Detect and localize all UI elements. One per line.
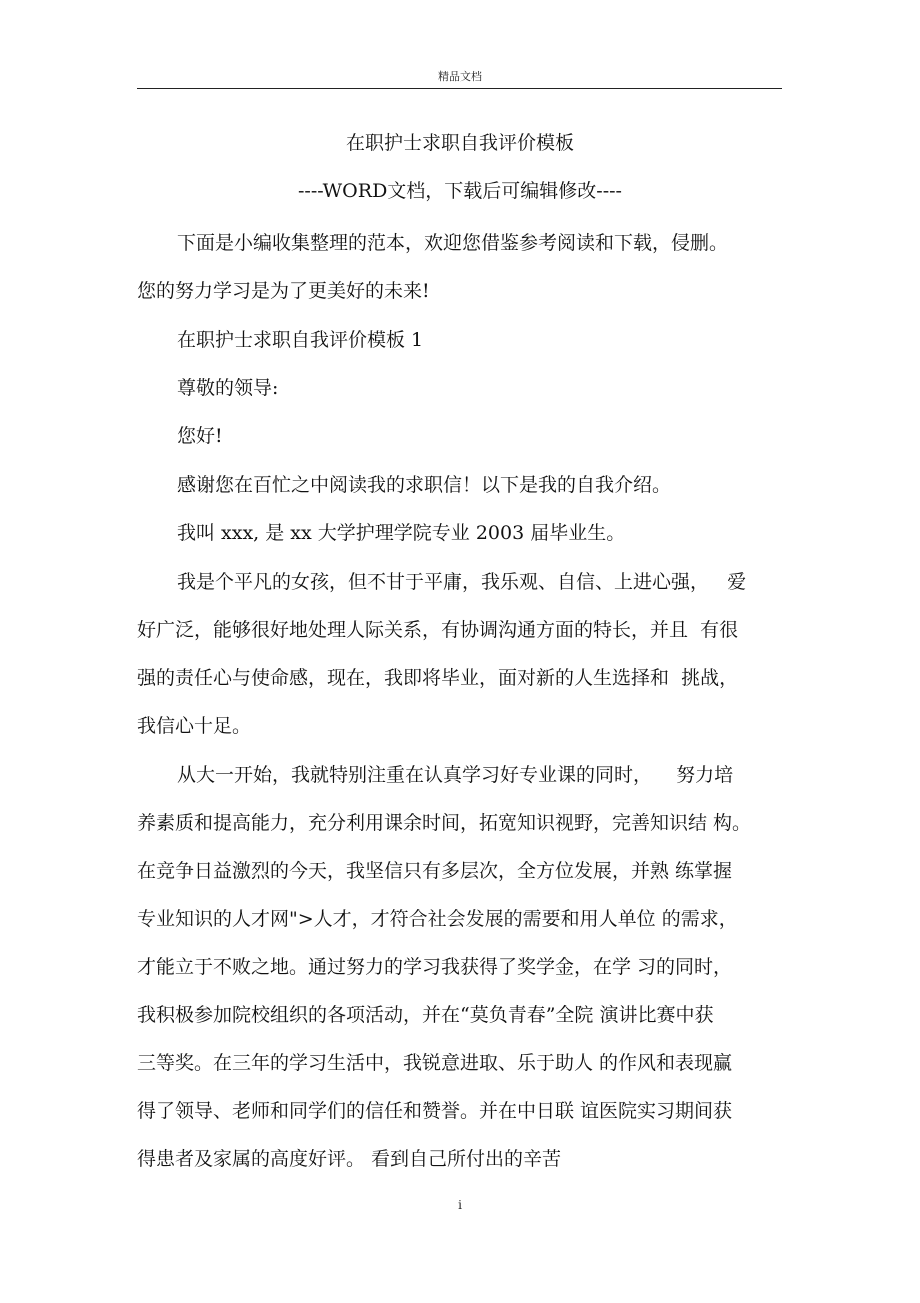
- document-title: 在职护士求职自我评价模板: [345, 132, 574, 154]
- paragraph-2-line: 从大一开始，我就特别注重在认真学习好专业课的同时， 努力培: [177, 764, 734, 786]
- paragraph-2-line: 得了领导、老师和同学们的信任和赞誉。并在中日联 谊医院实习期间获: [137, 1100, 733, 1122]
- section-heading: 在职护士求职自我评价模板 1: [177, 329, 424, 351]
- paragraph-1-line: 强的责任心与使命感，现在，我即将毕业，面对新的人生选择和 挑战，: [137, 667, 739, 689]
- paragraph-2-line: 我积极参加院校组织的各项活动，并在“莫负青春”全院 演讲比赛中获: [137, 1004, 714, 1026]
- page-header-label: 精品文档: [438, 70, 482, 83]
- paragraph-2-line: 养素质和提高能力，充分利用课余时间，拓宽知识视野，完善知识结 构。: [137, 812, 752, 834]
- paragraph-2-line: 专业知识的人才网">人才，才符合社会发展的需要和用人单位 的需求，: [137, 908, 738, 930]
- paragraph-2-line: 在竞争日益激烈的今天，我坚信只有多层次，全方位发展，并熟 练掌握: [137, 860, 733, 882]
- greeting: 尊敬的领导:: [177, 377, 279, 399]
- paragraph-1-line: 我是个平凡的女孩，但不甘于平庸，我乐观、自信、上进心强， 爱: [177, 571, 747, 593]
- header-divider: [137, 88, 782, 89]
- intro-line-1: 下面是小编收集整理的范本，欢迎您借鉴参考阅读和下载，侵删。: [177, 232, 729, 254]
- hello: 您好!: [177, 425, 223, 447]
- paragraph-2-line: 三等奖。在三年的学习生活中，我锐意进取、乐于助人 的作风和表现赢: [137, 1052, 733, 1074]
- document-subtitle: ----WORD文档，下载后可编辑修改----: [298, 180, 622, 202]
- thanks-line: 感谢您在百忙之中阅读我的求职信！以下是我的自我介绍。: [177, 474, 672, 496]
- paragraph-1-line: 好广泛，能够很好地处理人际关系，有协调沟通方面的特长，并且 有很: [137, 619, 739, 641]
- self-intro-line: 我叫 xxx, 是 xx 大学护理学院专业 2003 届毕业生。: [177, 522, 626, 544]
- paragraph-2-line: 才能立于不败之地。通过努力的学习我获得了奖学金，在学 习的同时，: [137, 956, 733, 978]
- paragraph-2-line: 得患者及家属的高度好评。 看到自己所付出的辛苦: [137, 1148, 562, 1170]
- paragraph-1-line: 我信心十足。: [137, 715, 252, 737]
- page-number: i: [458, 1198, 462, 1212]
- intro-line-2: 您的努力学习是为了更美好的未来!: [137, 280, 430, 302]
